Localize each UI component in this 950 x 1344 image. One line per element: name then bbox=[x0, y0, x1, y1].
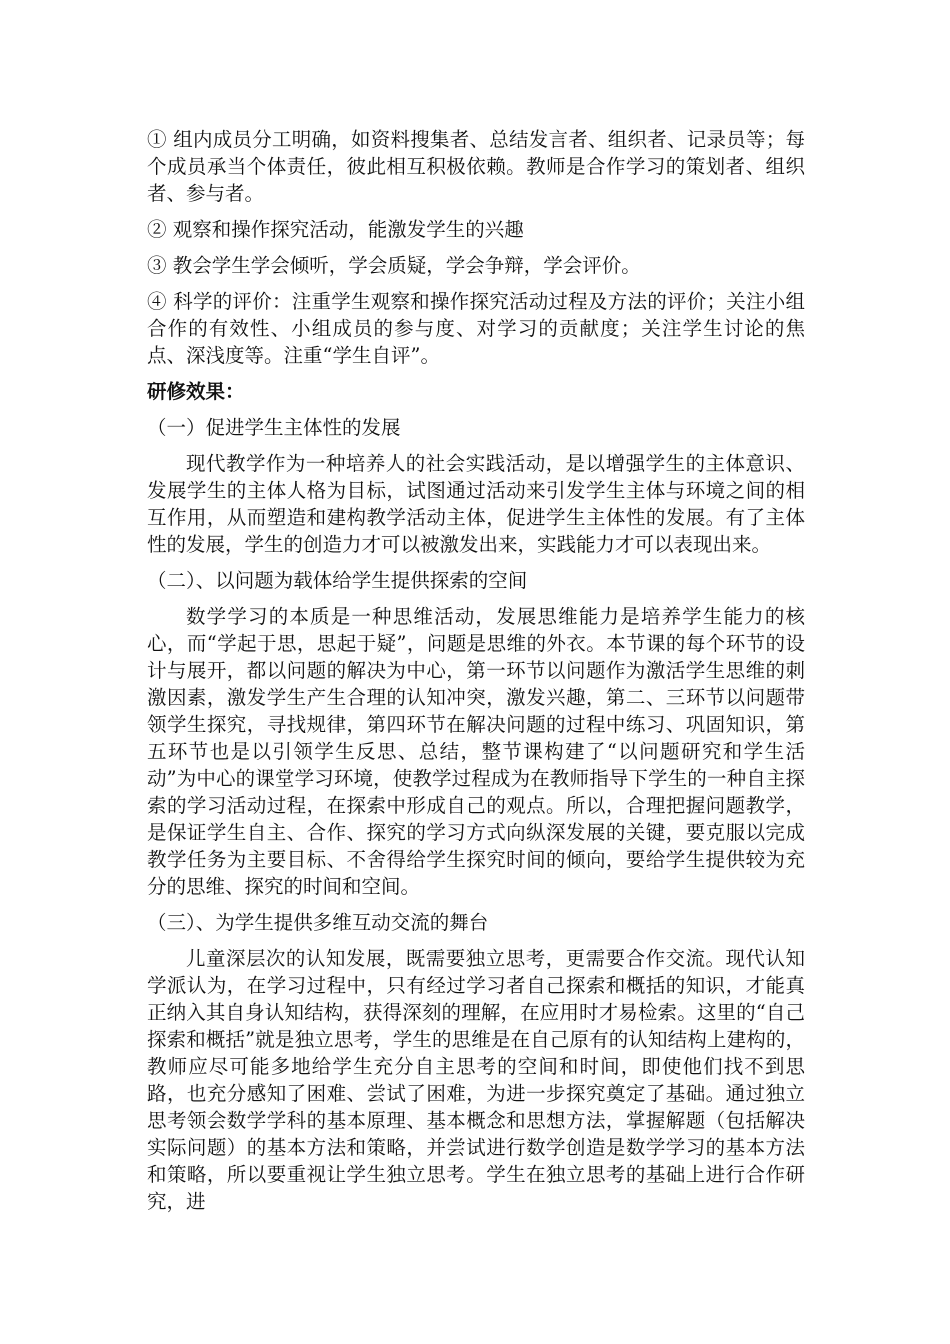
subsection-heading-2: （二）、以问题为载体给学生提供探索的空间 bbox=[147, 569, 528, 592]
subsection-heading-1: （一）促进学生主体性的发展 bbox=[147, 416, 401, 439]
section-title: 研修效果： bbox=[147, 380, 245, 403]
document-page bbox=[147, 126, 805, 1224]
list-item-3: ③ 教会学生学会倾听，学会质疑，学会争辩，学会评价。 bbox=[147, 254, 641, 277]
list-item-2: ② 观察和操作探究活动，能激发学生的兴趣 bbox=[147, 218, 524, 241]
subsection-heading-3: （三）、为学生提供多维互动交流的舞台 bbox=[147, 911, 489, 934]
subsection-body-2: 数学学习的本质是一种思维活动，发展思维能力是培养学生能力的核心，而“学起于思，思起于疑”，问题是思维的外衣。本节课的每个环节的设计与展开，都以问题的解决为中心，第一环节以问题作为激活学生思维的刺激因素，激发学生产生合理的认知冲突，激发兴趣，第二、三环节以问题带领学生探究，寻找规律，第四环节在解决问题的过程中练习、巩固知识，第五环节也是以引领学生反思、总结，整节课构建了“以问题研究和学生活动”为中心的课堂学习环境，使教学过程成为在教师指导下学生的一种自主探索的学习活动过程，在探索中形成自己的观点。所以，合理把握问题教学，是保证学生自主、合作、探究的学习方式向纵深发展的关键，要克服以完成教学任务为主要目标、不舍得给学生探究时间的倾向，要给学生提供较为充分的思维、探究的时间和空间。 bbox=[147, 605, 805, 898]
subsection-body-3: 儿童深层次的认知发展，既需要独立思考，更需要合作交流。现代认知学派认为，在学习过程中，只有经过学习者自己探索和概括的知识，才能真正纳入其自身认知结构，获得深刻的理解，在应用时才易检索。这里的“自己探索和概括”就是独立思考，学生的思维是在自己原有的认知结构上建构的，教师应尽可能多地给学生充分自主思考的空间和时间，即使他们找不到思路，也充分感知了困难、尝试了困难，为进一步探究奠定了基础。通过独立思考领会数学学科的基本原理、基本概念和思想方法，掌握解题（包括解决实际问题）的基本方法和策略，并尝试进行数学创造是数学学习的基本方法和策略，所以要重视让学生独立思考。学生在独立思考的基础上进行合作研究，进 bbox=[147, 947, 805, 1213]
list-item-4: ④ 科学的评价：注重学生观察和操作探究活动过程及方法的评价；关注小组合作的有效性、小组成员的参与度、对学习的贡献度；关注学生讨论的焦点、深浅度等。注重“学生自评”。 bbox=[147, 290, 805, 367]
subsection-body-1: 现代教学作为一种培养人的社会实践活动，是以增强学生的主体意识、发展学生的主体人格为目标，试图通过活动来引发学生主体与环境之间的相互作用，从而塑造和建构教学活动主体，促进学生主体性的发展。有了主体性的发展，学生的创造力才可以被激发出来，实践能力才可以表现出来。 bbox=[147, 452, 805, 556]
list-item-1: ① 组内成员分工明确，如资料搜集者、总结发言者、组织者、记录员等；每个成员承当个体责任，彼此相互积极依赖。教师是合作学习的策划者、组织者、参与者。 bbox=[147, 128, 805, 205]
